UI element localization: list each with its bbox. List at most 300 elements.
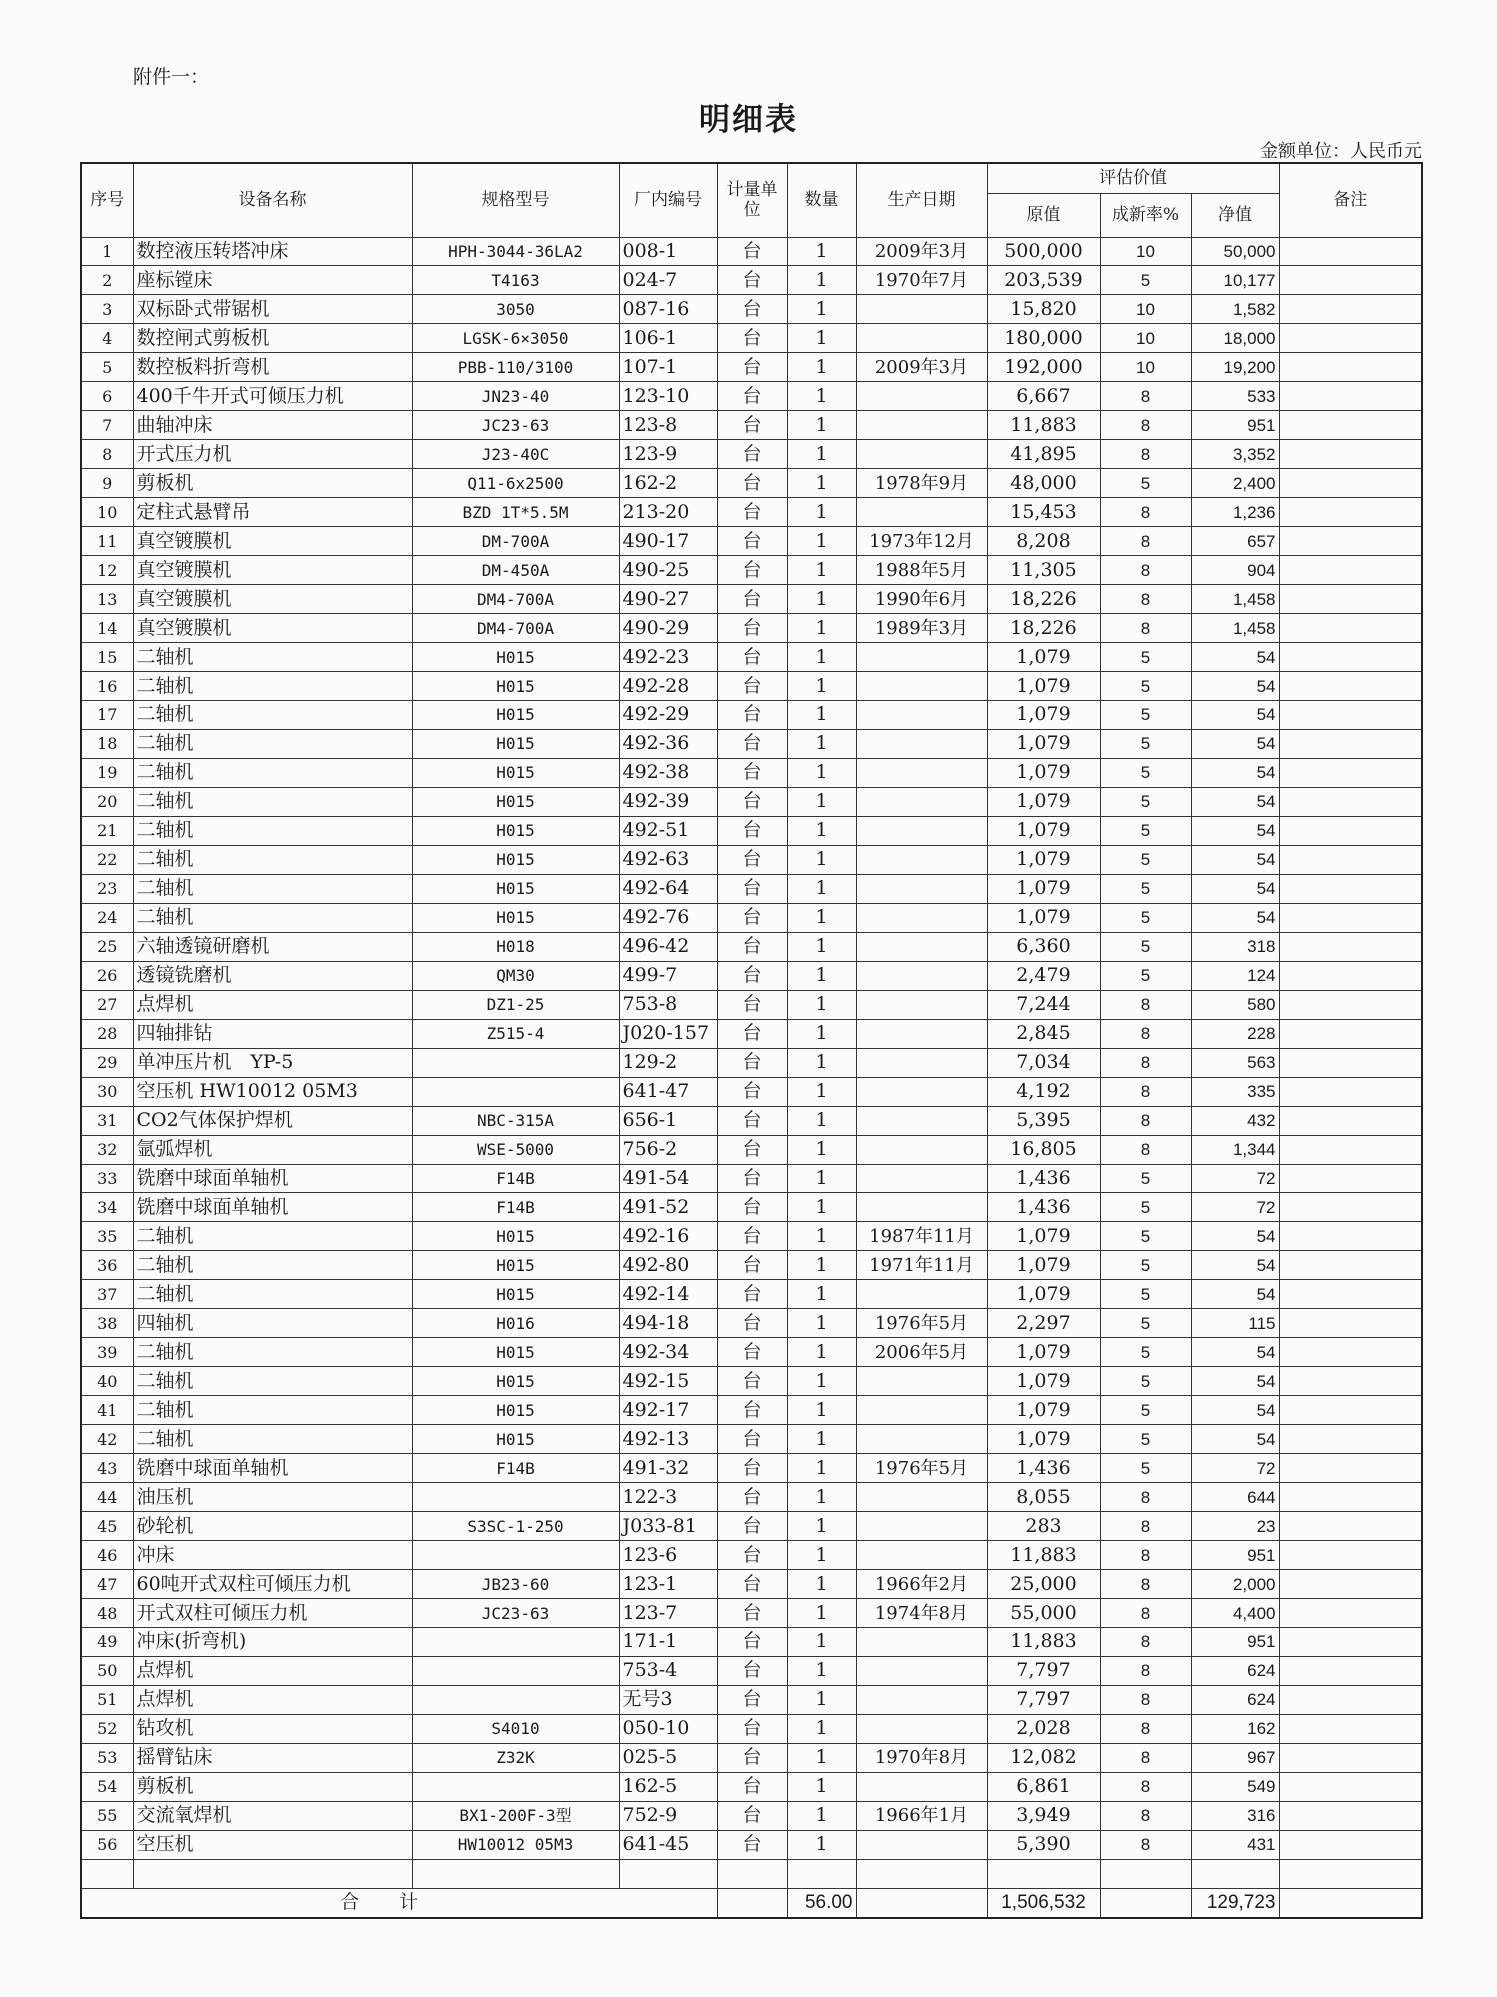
production-date: 1976年5月 [856, 1454, 987, 1483]
remark [1279, 1570, 1422, 1599]
production-date [856, 1280, 987, 1309]
factory-code: 050-10 [619, 1714, 717, 1743]
model-spec: Q11-6x2500 [412, 469, 619, 498]
measure-unit: 台 [717, 1367, 787, 1396]
factory-code: 008-1 [619, 237, 717, 266]
quantity: 1 [787, 729, 856, 758]
measure-unit: 台 [717, 469, 787, 498]
original-value: 1,079 [987, 845, 1100, 874]
measure-unit: 台 [717, 1309, 787, 1338]
equipment-name: CO2气体保护焊机 [133, 1106, 412, 1135]
equipment-name: 冲床 [133, 1541, 412, 1570]
production-date [856, 382, 987, 411]
model-spec: H015 [412, 672, 619, 701]
row-no: 26 [81, 961, 133, 990]
measure-unit: 台 [717, 874, 787, 903]
quantity: 1 [787, 1743, 856, 1772]
newness-rate: 5 [1100, 932, 1191, 961]
original-value: 1,436 [987, 1164, 1100, 1193]
net-value: 10,177 [1191, 266, 1279, 295]
remark [1279, 874, 1422, 903]
net-value: 316 [1191, 1801, 1279, 1830]
quantity: 1 [787, 961, 856, 990]
production-date: 2006年5月 [856, 1338, 987, 1367]
remark [1279, 527, 1422, 556]
table-row [81, 266, 1422, 295]
factory-code: 087-16 [619, 295, 717, 324]
factory-code: 492-29 [619, 701, 717, 730]
quantity: 1 [787, 932, 856, 961]
production-date [856, 1106, 987, 1135]
original-value: 7,797 [987, 1685, 1100, 1714]
remark [1279, 816, 1422, 845]
quantity: 1 [787, 874, 856, 903]
measure-unit: 台 [717, 1106, 787, 1135]
net-value: 54 [1191, 845, 1279, 874]
equipment-name: 点焊机 [133, 990, 412, 1019]
row-no: 1 [81, 237, 133, 266]
original-value: 1,079 [987, 1425, 1100, 1454]
row-no: 6 [81, 382, 133, 411]
factory-code: 756-2 [619, 1135, 717, 1164]
net-value: 1,458 [1191, 614, 1279, 643]
original-value: 1,079 [987, 1338, 1100, 1367]
production-date [856, 411, 987, 440]
quantity: 1 [787, 1309, 856, 1338]
table-row [81, 1685, 1422, 1714]
measure-unit: 台 [717, 440, 787, 469]
newness-rate: 8 [1100, 1512, 1191, 1541]
net-value: 1,582 [1191, 295, 1279, 324]
original-value: 2,028 [987, 1714, 1100, 1743]
measure-unit: 台 [717, 816, 787, 845]
net-value: 72 [1191, 1164, 1279, 1193]
model-spec: H015 [412, 643, 619, 672]
remark [1279, 1425, 1422, 1454]
original-value: 6,667 [987, 382, 1100, 411]
remark [1279, 324, 1422, 353]
table-row [81, 1570, 1422, 1599]
measure-unit: 台 [717, 1830, 787, 1859]
table-row [81, 1830, 1422, 1859]
row-no: 24 [81, 903, 133, 932]
quantity: 1 [787, 1772, 856, 1801]
header-net: 净值 [1191, 193, 1279, 237]
table-row [81, 411, 1422, 440]
measure-unit: 台 [717, 1048, 787, 1077]
net-value: 19,200 [1191, 353, 1279, 382]
factory-code: J033-81 [619, 1512, 717, 1541]
net-value: 54 [1191, 1280, 1279, 1309]
production-date [856, 845, 987, 874]
equipment-name: 数控液压转塔冲床 [133, 237, 412, 266]
net-value: 23 [1191, 1512, 1279, 1541]
equipment-name: 空压机 [133, 1830, 412, 1859]
model-spec: T4163 [412, 266, 619, 295]
equipment-name: 油压机 [133, 1483, 412, 1512]
quantity: 1 [787, 527, 856, 556]
remark [1279, 1164, 1422, 1193]
original-value: 1,079 [987, 874, 1100, 903]
remark [1279, 729, 1422, 758]
production-date [856, 1193, 987, 1222]
factory-code: 492-64 [619, 874, 717, 903]
model-spec: H018 [412, 932, 619, 961]
model-spec: JN23-40 [412, 382, 619, 411]
model-spec: S4010 [412, 1714, 619, 1743]
quantity: 1 [787, 1367, 856, 1396]
row-no: 44 [81, 1483, 133, 1512]
row-no: 38 [81, 1309, 133, 1338]
model-spec: S3SC-1-250 [412, 1512, 619, 1541]
net-value: 533 [1191, 382, 1279, 411]
production-date [856, 1396, 987, 1425]
table-row [81, 469, 1422, 498]
original-value: 6,861 [987, 1772, 1100, 1801]
newness-rate: 5 [1100, 469, 1191, 498]
equipment-name: 二轴机 [133, 816, 412, 845]
quantity: 1 [787, 1570, 856, 1599]
table-row [81, 498, 1422, 527]
table-row [81, 758, 1422, 787]
model-spec: H015 [412, 874, 619, 903]
model-spec: F14B [412, 1193, 619, 1222]
factory-code: 213-20 [619, 498, 717, 527]
model-spec: H015 [412, 729, 619, 758]
measure-unit: 台 [717, 295, 787, 324]
factory-code: 499-7 [619, 961, 717, 990]
original-value: 2,297 [987, 1309, 1100, 1338]
quantity: 1 [787, 353, 856, 382]
measure-unit: 台 [717, 1743, 787, 1772]
row-no: 18 [81, 729, 133, 758]
model-spec: H016 [412, 1309, 619, 1338]
row-no: 12 [81, 556, 133, 585]
quantity: 1 [787, 1106, 856, 1135]
table-row [81, 527, 1422, 556]
newness-rate: 8 [1100, 440, 1191, 469]
row-no: 47 [81, 1570, 133, 1599]
quantity: 1 [787, 324, 856, 353]
net-value: 967 [1191, 1743, 1279, 1772]
remark [1279, 1628, 1422, 1657]
table-row [81, 816, 1422, 845]
newness-rate: 8 [1100, 1135, 1191, 1164]
original-value: 41,895 [987, 440, 1100, 469]
row-no: 55 [81, 1801, 133, 1830]
net-value: 54 [1191, 903, 1279, 932]
model-spec: H015 [412, 845, 619, 874]
equipment-name: 曲轴冲床 [133, 411, 412, 440]
production-date [856, 932, 987, 961]
table-row [81, 556, 1422, 585]
quantity: 1 [787, 382, 856, 411]
production-date: 1974年8月 [856, 1599, 987, 1628]
original-value: 5,390 [987, 1830, 1100, 1859]
net-value: 54 [1191, 1396, 1279, 1425]
original-value: 2,845 [987, 1019, 1100, 1048]
remark [1279, 585, 1422, 614]
measure-unit: 台 [717, 1570, 787, 1599]
original-value: 16,805 [987, 1135, 1100, 1164]
equipment-name: 座标镗床 [133, 266, 412, 295]
row-no: 43 [81, 1454, 133, 1483]
remark [1279, 643, 1422, 672]
table-row [81, 1512, 1422, 1541]
quantity: 1 [787, 585, 856, 614]
remark [1279, 1656, 1422, 1685]
newness-rate: 8 [1100, 411, 1191, 440]
table-row [81, 1048, 1422, 1077]
newness-rate: 8 [1100, 1743, 1191, 1772]
row-no: 19 [81, 758, 133, 787]
production-date [856, 1425, 987, 1454]
table-row [81, 1077, 1422, 1106]
production-date: 1987年11月 [856, 1222, 987, 1251]
equipment-name: 开式双柱可倾压力机 [133, 1599, 412, 1628]
table-row [81, 1106, 1422, 1135]
equipment-name: 双标卧式带锯机 [133, 295, 412, 324]
equipment-name: 二轴机 [133, 758, 412, 787]
table-row [81, 787, 1422, 816]
newness-rate: 8 [1100, 1106, 1191, 1135]
remark [1279, 295, 1422, 324]
original-value: 18,226 [987, 614, 1100, 643]
production-date [856, 1628, 987, 1657]
net-value: 1,344 [1191, 1135, 1279, 1164]
newness-rate: 10 [1100, 324, 1191, 353]
original-value: 1,436 [987, 1193, 1100, 1222]
newness-rate: 8 [1100, 1628, 1191, 1657]
quantity: 1 [787, 1685, 856, 1714]
net-value: 124 [1191, 961, 1279, 990]
equipment-name: 四轴机 [133, 1309, 412, 1338]
factory-code: 492-80 [619, 1251, 717, 1280]
row-no: 31 [81, 1106, 133, 1135]
equipment-name: 铣磨中球面单轴机 [133, 1454, 412, 1483]
model-spec: JC23-63 [412, 1599, 619, 1628]
equipment-name: 交流氧焊机 [133, 1801, 412, 1830]
newness-rate: 8 [1100, 1570, 1191, 1599]
newness-rate: 5 [1100, 961, 1191, 990]
production-date [856, 643, 987, 672]
table-row [81, 382, 1422, 411]
production-date [856, 1164, 987, 1193]
production-date [856, 1541, 987, 1570]
net-value: 951 [1191, 1541, 1279, 1570]
remark [1279, 1512, 1422, 1541]
table-body [81, 237, 1422, 1859]
table-row [81, 1628, 1422, 1657]
model-spec: H015 [412, 787, 619, 816]
factory-code: 492-17 [619, 1396, 717, 1425]
production-date: 1989年3月 [856, 614, 987, 643]
remark [1279, 1772, 1422, 1801]
total-original: 1,506,532 [987, 1888, 1100, 1917]
original-value: 11,305 [987, 556, 1100, 585]
table-row [81, 1454, 1422, 1483]
model-spec [412, 1772, 619, 1801]
quantity: 1 [787, 295, 856, 324]
factory-code: 492-51 [619, 816, 717, 845]
model-spec [412, 1628, 619, 1657]
net-value: 951 [1191, 1628, 1279, 1657]
quantity: 1 [787, 1425, 856, 1454]
equipment-name: 单冲压片机 YP-5 [133, 1048, 412, 1077]
remark [1279, 1019, 1422, 1048]
factory-code: 025-5 [619, 1743, 717, 1772]
original-value: 15,453 [987, 498, 1100, 527]
factory-code: 494-18 [619, 1309, 717, 1338]
equipment-name: 真空镀膜机 [133, 614, 412, 643]
quantity: 1 [787, 1251, 856, 1280]
header-remark: 备注 [1279, 163, 1422, 237]
quantity: 1 [787, 1077, 856, 1106]
newness-rate: 8 [1100, 1048, 1191, 1077]
measure-unit: 台 [717, 758, 787, 787]
production-date: 1988年5月 [856, 556, 987, 585]
net-value: 563 [1191, 1048, 1279, 1077]
quantity: 1 [787, 701, 856, 730]
measure-unit: 台 [717, 1714, 787, 1743]
header-name: 设备名称 [133, 163, 412, 237]
model-spec: HPH-3044-36LA2 [412, 237, 619, 266]
production-date [856, 874, 987, 903]
net-value: 644 [1191, 1483, 1279, 1512]
measure-unit: 台 [717, 1164, 787, 1193]
factory-code: 024-7 [619, 266, 717, 295]
equipment-name: 六轴透镜研磨机 [133, 932, 412, 961]
net-value: 1,236 [1191, 498, 1279, 527]
newness-rate: 8 [1100, 614, 1191, 643]
measure-unit: 台 [717, 1193, 787, 1222]
equipment-name: 氩弧焊机 [133, 1135, 412, 1164]
table-row [81, 1483, 1422, 1512]
model-spec: H015 [412, 816, 619, 845]
annex-label: 附件一： [133, 66, 210, 88]
measure-unit: 台 [717, 932, 787, 961]
remark [1279, 1309, 1422, 1338]
newness-rate: 5 [1100, 1309, 1191, 1338]
row-no: 20 [81, 787, 133, 816]
production-date [856, 1019, 987, 1048]
page-title: 明细表 [699, 102, 798, 138]
measure-unit: 台 [717, 1222, 787, 1251]
model-spec: F14B [412, 1164, 619, 1193]
factory-code: 490-27 [619, 585, 717, 614]
table-row [81, 237, 1422, 266]
newness-rate: 10 [1100, 353, 1191, 382]
equipment-name: 60吨开式双柱可倾压力机 [133, 1570, 412, 1599]
table-row [81, 874, 1422, 903]
production-date [856, 816, 987, 845]
production-date [856, 758, 987, 787]
newness-rate: 5 [1100, 845, 1191, 874]
factory-code: 641-45 [619, 1830, 717, 1859]
production-date: 1976年5月 [856, 1309, 987, 1338]
measure-unit: 台 [717, 845, 787, 874]
net-value: 54 [1191, 701, 1279, 730]
model-spec: H015 [412, 1280, 619, 1309]
production-date: 1973年12月 [856, 527, 987, 556]
total-net: 129,723 [1191, 1888, 1279, 1917]
net-value: 72 [1191, 1454, 1279, 1483]
measure-unit: 台 [717, 1425, 787, 1454]
row-no: 33 [81, 1164, 133, 1193]
table-row [81, 1338, 1422, 1367]
model-spec: BX1-200F-3型 [412, 1801, 619, 1830]
table-row [81, 845, 1422, 874]
quantity: 1 [787, 498, 856, 527]
remark [1279, 1454, 1422, 1483]
row-no: 32 [81, 1135, 133, 1164]
table-row [81, 1656, 1422, 1685]
production-date [856, 1483, 987, 1512]
production-date [856, 295, 987, 324]
row-no: 22 [81, 845, 133, 874]
model-spec [412, 1541, 619, 1570]
production-date: 1966年2月 [856, 1570, 987, 1599]
newness-rate: 8 [1100, 1077, 1191, 1106]
equipment-name: 定柱式悬臂吊 [133, 498, 412, 527]
original-value: 25,000 [987, 1570, 1100, 1599]
net-value: 54 [1191, 1222, 1279, 1251]
newness-rate: 8 [1100, 1599, 1191, 1628]
quantity: 1 [787, 1714, 856, 1743]
remark [1279, 440, 1422, 469]
measure-unit: 台 [717, 1801, 787, 1830]
original-value: 7,797 [987, 1656, 1100, 1685]
newness-rate: 10 [1100, 237, 1191, 266]
table-row [81, 1135, 1422, 1164]
net-value: 54 [1191, 1338, 1279, 1367]
row-no: 41 [81, 1396, 133, 1425]
production-date: 1966年1月 [856, 1801, 987, 1830]
quantity: 1 [787, 787, 856, 816]
measure-unit: 台 [717, 1772, 787, 1801]
measure-unit: 台 [717, 1280, 787, 1309]
factory-code: 492-34 [619, 1338, 717, 1367]
original-value: 1,436 [987, 1454, 1100, 1483]
production-date: 1971年11月 [856, 1251, 987, 1280]
table-row [81, 1396, 1422, 1425]
row-no: 49 [81, 1628, 133, 1657]
model-spec: F14B [412, 1454, 619, 1483]
original-value: 18,226 [987, 585, 1100, 614]
remark [1279, 556, 1422, 585]
remark [1279, 1599, 1422, 1628]
table-row [81, 1019, 1422, 1048]
quantity: 1 [787, 643, 856, 672]
remark [1279, 1541, 1422, 1570]
model-spec: DZ1-25 [412, 990, 619, 1019]
header-code: 厂内编号 [619, 163, 717, 237]
row-no: 40 [81, 1367, 133, 1396]
equipment-name: 二轴机 [133, 1222, 412, 1251]
row-no: 45 [81, 1512, 133, 1541]
measure-unit: 台 [717, 498, 787, 527]
quantity: 1 [787, 758, 856, 787]
production-date: 1970年8月 [856, 1743, 987, 1772]
production-date: 1978年9月 [856, 469, 987, 498]
row-no: 10 [81, 498, 133, 527]
row-no: 35 [81, 1222, 133, 1251]
newness-rate: 5 [1100, 1164, 1191, 1193]
equipment-name: 二轴机 [133, 787, 412, 816]
net-value: 624 [1191, 1656, 1279, 1685]
measure-unit: 台 [717, 990, 787, 1019]
quantity: 1 [787, 1830, 856, 1859]
